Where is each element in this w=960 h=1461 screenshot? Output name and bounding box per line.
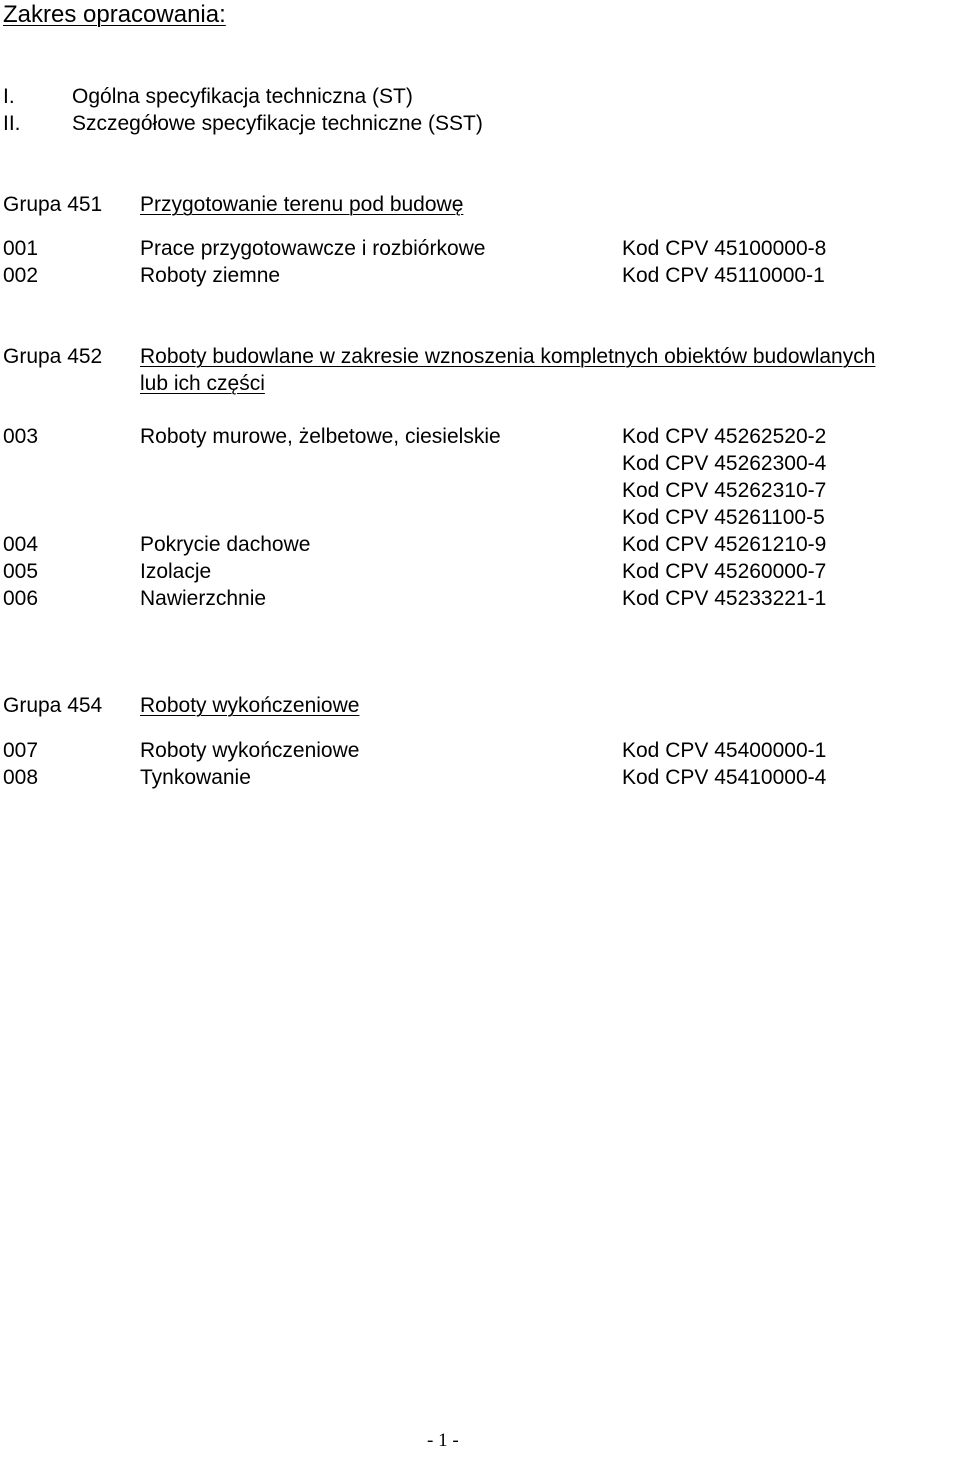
row-name: Roboty wykończeniowe xyxy=(140,739,360,762)
group-label-451: Grupa 451 xyxy=(3,193,103,216)
row-cpv: Kod CPV 45100000-8 xyxy=(622,237,827,260)
row-code: 006 xyxy=(3,587,39,610)
row-name: Roboty murowe, żelbetowe, ciesielskie xyxy=(140,425,501,448)
group-title-452-line-2: lub ich części xyxy=(140,372,265,395)
page-title: Zakres opracowania: xyxy=(3,1,226,28)
group-title-451: Przygotowanie terenu pod budowę xyxy=(140,193,464,216)
row-code: 005 xyxy=(3,560,39,583)
group-label-452: Grupa 452 xyxy=(3,345,103,368)
toc-item-2: Szczegółowe specyfikacje techniczne (SST) xyxy=(72,112,483,135)
row-cpv: Kod CPV 45262310-7 xyxy=(622,479,827,502)
toc-item-1: Ogólna specyfikacja techniczna (ST) xyxy=(72,85,413,108)
row-name: Prace przygotowawcze i rozbiórkowe xyxy=(140,237,486,260)
row-code: 001 xyxy=(3,237,39,260)
row-name: Tynkowanie xyxy=(140,766,251,789)
row-cpv: Kod CPV 45410000-4 xyxy=(622,766,827,789)
row-name: Nawierzchnie xyxy=(140,587,267,610)
row-code: 008 xyxy=(3,766,39,789)
row-cpv: Kod CPV 45262300-4 xyxy=(622,452,827,475)
page-number: - 1 - xyxy=(427,1430,459,1451)
toc-number-1: I. xyxy=(3,85,15,108)
row-cpv: Kod CPV 45261210-9 xyxy=(622,533,827,556)
row-name: Pokrycie dachowe xyxy=(140,533,311,556)
row-name: Roboty ziemne xyxy=(140,264,281,287)
group-title-454: Roboty wykończeniowe xyxy=(140,694,360,717)
row-cpv: Kod CPV 45260000-7 xyxy=(622,560,827,583)
row-cpv: Kod CPV 45261100-5 xyxy=(622,506,825,529)
group-title-452-line-1: Roboty budowlane w zakresie wznoszenia kompletnych obiektów budowlanych xyxy=(140,345,876,368)
row-name: Izolacje xyxy=(140,560,212,583)
toc-number-2: II. xyxy=(3,112,21,135)
row-cpv: Kod CPV 45110000-1 xyxy=(622,264,825,287)
row-code: 007 xyxy=(3,739,39,762)
row-code: 004 xyxy=(3,533,39,556)
row-cpv: Kod CPV 45262520-2 xyxy=(622,425,827,448)
row-cpv: Kod CPV 45400000-1 xyxy=(622,739,827,762)
group-label-454: Grupa 454 xyxy=(3,694,103,717)
row-cpv: Kod CPV 45233221-1 xyxy=(622,587,827,610)
row-code: 003 xyxy=(3,425,39,448)
row-code: 002 xyxy=(3,264,39,287)
